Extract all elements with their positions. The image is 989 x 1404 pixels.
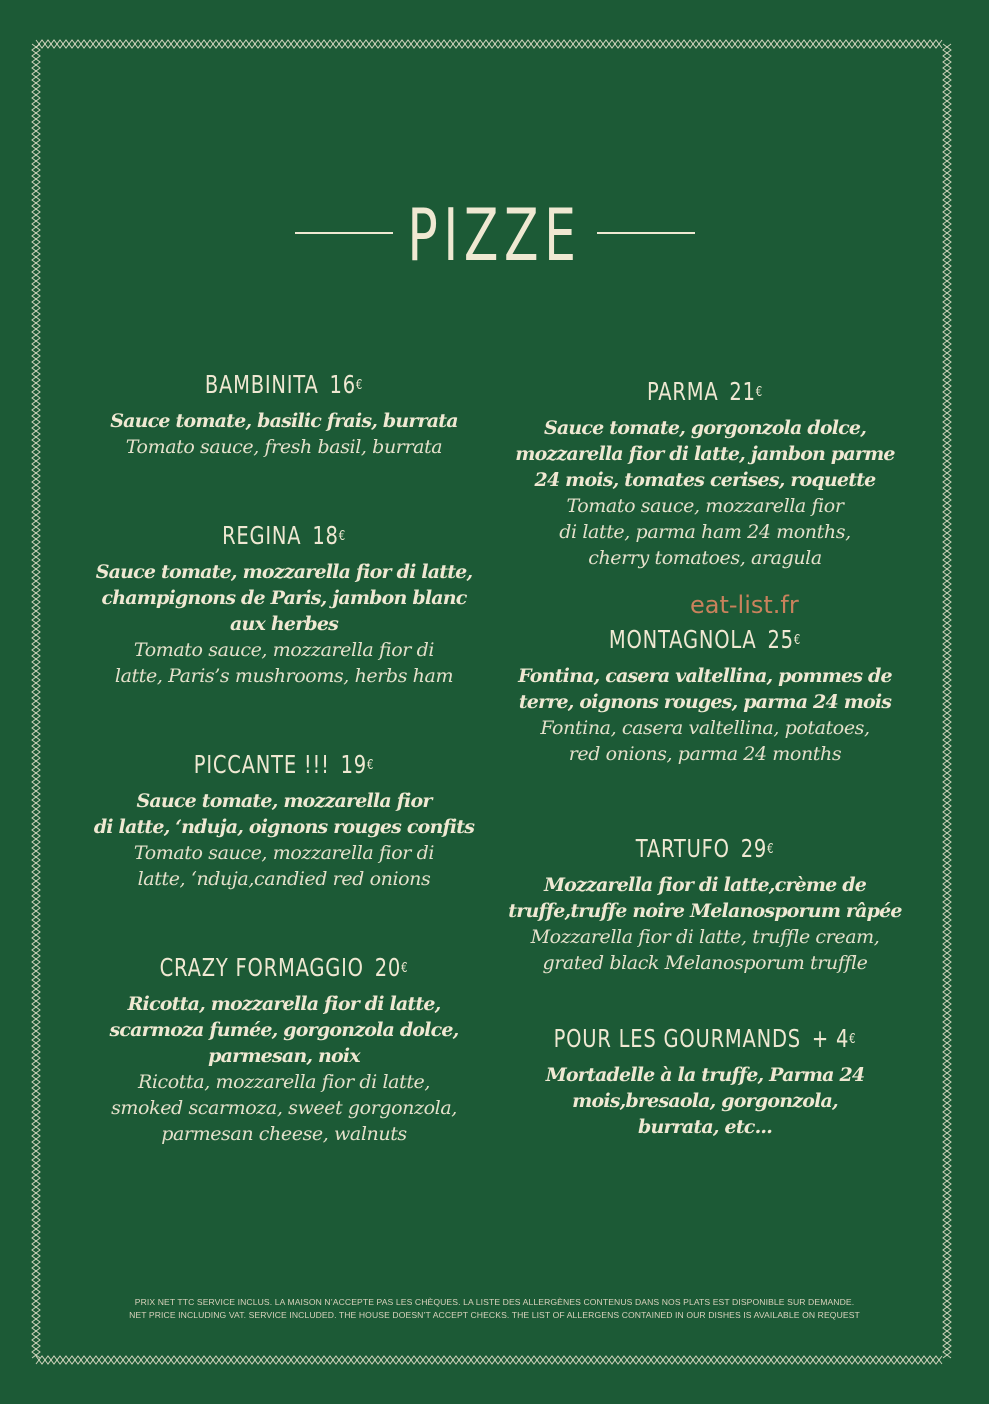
item-heading bbox=[128, 368, 440, 402]
item-description-en: Tomato sauce, fresh basil, burrata bbox=[125, 436, 443, 458]
item-heading bbox=[128, 519, 440, 553]
item-name: TARTUFO bbox=[635, 834, 730, 863]
item-name: PICCANTE !!! bbox=[193, 750, 330, 779]
item-heading bbox=[128, 748, 440, 782]
item-description-fr: Sauce tomate, mozzarella fior di latte, champignons de Paris, jambon blanc aux herbes bbox=[95, 561, 473, 635]
item-description-fr: Sauce tomate, basilic frais, burrata bbox=[110, 410, 458, 432]
item-name: PARMA bbox=[646, 377, 719, 406]
item-name: BAMBINITA bbox=[204, 370, 319, 399]
item-heading bbox=[545, 832, 865, 866]
item-name: MONTAGNOLA bbox=[608, 625, 757, 654]
item-description-en: Tomato sauce, mozzarella fior di latte, parma ham 24 months, cherry tomatoes, aragula bbox=[559, 495, 851, 569]
item-description-en: Tomato sauce, mozzarella fior di latte, ‘nduja,candied red onions bbox=[133, 842, 435, 890]
item-price: 21€ bbox=[729, 377, 764, 406]
page-title: PIZZE bbox=[407, 193, 582, 277]
menu-item-tartufo bbox=[500, 832, 910, 976]
menu-item-montagnola bbox=[500, 623, 910, 767]
item-description-fr: Sauce tomate, mozzarella fior di latte, ‘nduja, oignons rouges confits bbox=[93, 790, 475, 838]
legal-footer bbox=[0, 1296, 989, 1322]
item-price: 29€ bbox=[740, 834, 775, 863]
item-price: 20€ bbox=[374, 953, 409, 982]
border-zigzag bbox=[36, 1356, 942, 1364]
item-heading bbox=[128, 951, 440, 985]
footer-line-fr: PRIX NET TTC SERVICE INCLUS. LA MAISON N’ACCEPTE PAS LES CHÈQUES. LA LISTE DES ALLERGÈNES CONTENUS DANS NOS PLATS EST DISPONIBLE SUR DEMANDE. bbox=[134, 1297, 855, 1307]
item-heading bbox=[545, 623, 865, 657]
item-name: POUR LES GOURMANDS bbox=[553, 1024, 801, 1053]
item-description-en: Ricotta, mozzarella fior di latte, smoked scarmoza, sweet gorgonzola, parmesan cheese, walnuts bbox=[111, 1071, 457, 1145]
menu-item-parma bbox=[500, 375, 910, 571]
item-description-fr: Fontina, casera valtellina, pommes de terre, oignons rouges, parma 24 mois bbox=[518, 665, 892, 713]
item-heading bbox=[545, 1022, 865, 1056]
item-price: 19€ bbox=[340, 750, 375, 779]
menu-item-bambinita bbox=[84, 368, 484, 460]
item-description-fr: Sauce tomate, gorgonzola dolce, mozzarella fior di latte, jambon parme 24 mois, tomates cerises, roquette bbox=[515, 417, 895, 491]
item-name: CRAZY FORMAGGIO bbox=[159, 953, 364, 982]
item-price: + 4€ bbox=[811, 1024, 857, 1053]
title-block bbox=[0, 190, 989, 280]
item-description-en: Mozzarella fior di latte, truffle cream, grated black Melanosporum truffle bbox=[530, 926, 880, 974]
item-description-fr: Mozzarella fior di latte,crème de truffe,truffe noire Melanosporum râpée bbox=[508, 874, 902, 922]
footer-line-en: NET PRICE INCLUDING VAT. SERVICE INCLUDED. THE HOUSE DOESN’T ACCEPT CHECKS. THE LIST OF ALLERGENS CONTAINED IN OUR DISHES IS AVAILABLE ON REQUEST bbox=[129, 1310, 860, 1320]
item-description-fr: Ricotta, mozzarella fior di latte, scarmoza fumée, gorgonzola dolce, parmesan, noix bbox=[109, 993, 459, 1067]
menu-item-pour-les-gourmands bbox=[500, 1022, 910, 1140]
item-price: 25€ bbox=[767, 625, 802, 654]
watermark-text: eat-list.fr bbox=[690, 591, 799, 619]
item-description-en: Tomato sauce, mozzarella fior di latte, Paris’s mushrooms, herbs ham bbox=[114, 639, 454, 687]
item-name: REGINA bbox=[222, 521, 302, 550]
menu-item-crazy-formaggio bbox=[84, 951, 484, 1147]
item-price: 18€ bbox=[312, 521, 346, 550]
menu-item-regina bbox=[84, 519, 484, 689]
item-description-en: Fontina, casera valtellina, potatoes, red onions, parma 24 months bbox=[540, 717, 870, 765]
title-rule-right bbox=[597, 232, 695, 234]
item-heading bbox=[545, 375, 865, 409]
menu-item-piccante bbox=[84, 748, 484, 892]
item-description-fr: Mortadelle à la truffe, Parma 24 mois,bresaola, gorgonzola, burrata, etc... bbox=[545, 1064, 865, 1138]
item-price: 16€ bbox=[329, 370, 364, 399]
border-zigzag bbox=[36, 40, 942, 48]
